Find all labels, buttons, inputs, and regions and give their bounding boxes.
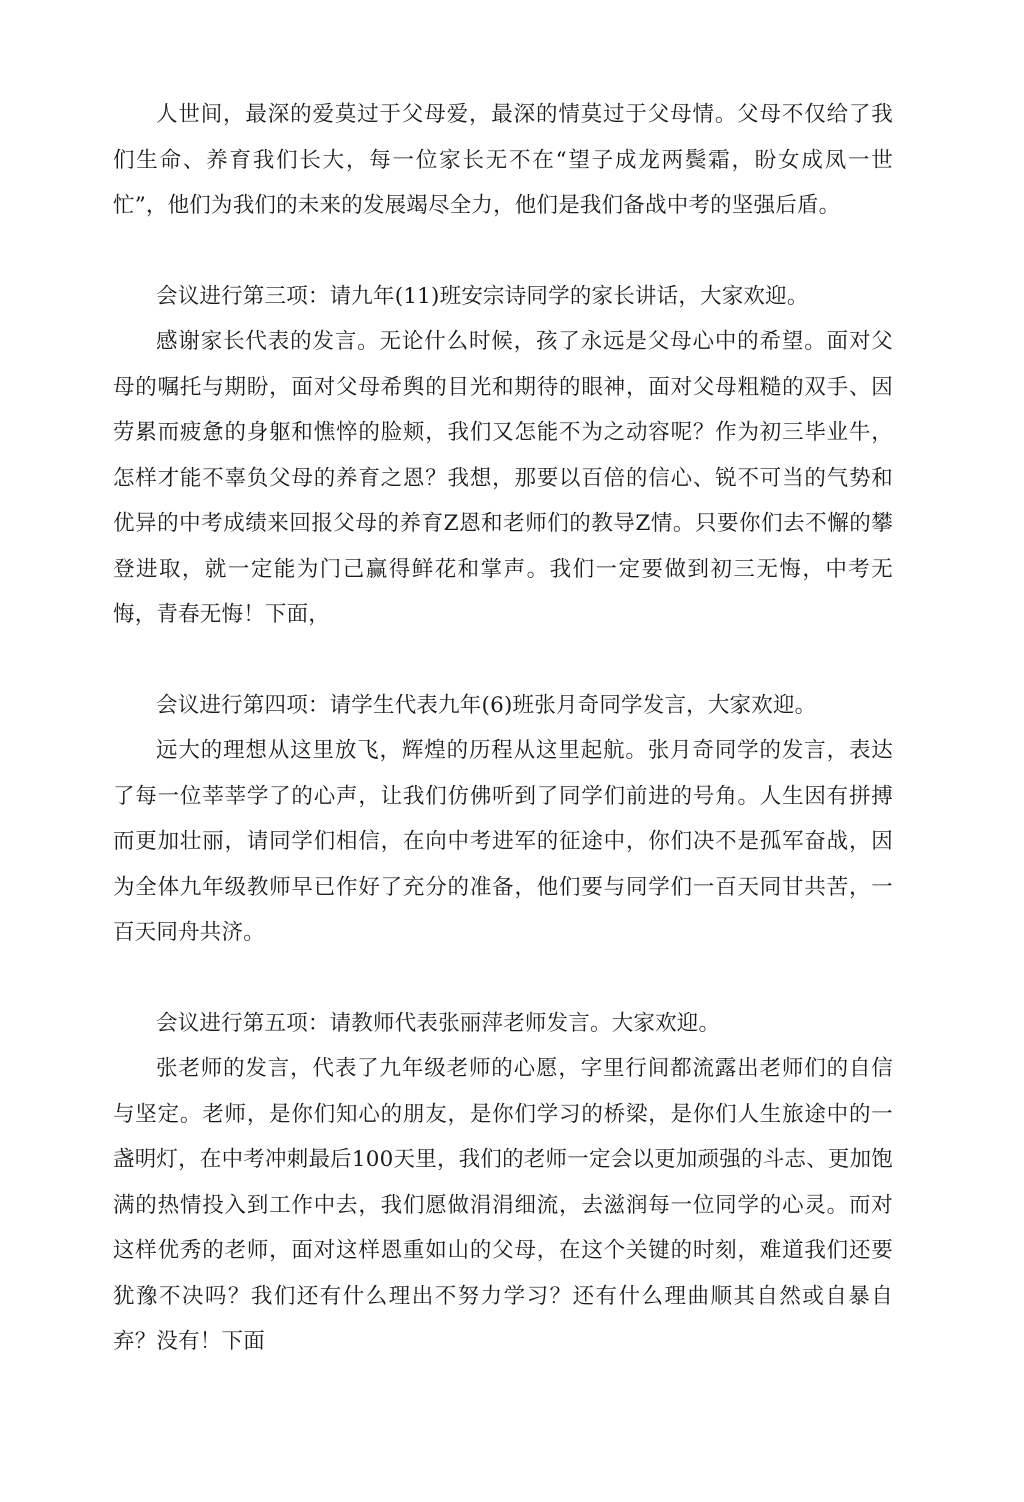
agenda-item-five: 会议进行第五项：请教师代表张丽萍老师发言。大家欢迎。 xyxy=(156,1010,721,1036)
paragraph-student-speech: 远大的理想从这里放飞，辉煌的历程从这里起航。张月奇同学的发言，表达了每一位莘莘学了的心声，让我们仿佛听到了同学们前进的号角。人生因有拼搏而更加壮丽，请同学们相信，在向中考进军的征途中，你们决不是孤军奋战，因为全体九年级教师早已作好了充分的准备，他们要与同学们一百天同甘共苦，一百天同舟共济。 xyxy=(113,738,893,945)
paragraph-parents-love: 人世间，最深的爱莫过于父母爱，最深的情莫过于父母情。父母不仅给了我们生命、养育我们长大，每一位家长无不在“望子成龙两鬓霜，盼女成凤一世忙”，他们为我们的未来的发展竭尽全力，他们是我们备战中考的坚强后盾。 xyxy=(113,102,893,218)
paragraph-gap xyxy=(113,956,893,1001)
agenda-item-three: 会议进行第三项：请九年(11)班安宗诗同学的家长讲话，大家欢迎。 xyxy=(156,283,809,309)
paragraph-thanks-parent: 感谢家长代表的发言。无论什么时候，孩了永远是父母心中的希望。面对父母的嘱托与期盼，面对父母希舆的目光和期待的眼神，面对父母粗糙的双手、因劳累而疲惫的身躯和憔悴的脸颊，我们又怎能不为之动容呢？作为初三毕业牛，怎样才能不辜负父母的养育之恩？我想，那要以百倍的信心、锐不可当的气势和优异的中考成绩来回报父母的养育Z恩和老师们的教导Z情。只要你们去不懈的攀登进取，就一定能为门己赢得鲜花和掌声。我们一定要做到初三无悔，中考无悔，青春无悔！下面， xyxy=(113,329,893,627)
agenda-item-four: 会议进行第四项：请学生代表九年(6)班张月奇同学发言，大家欢迎。 xyxy=(156,692,817,718)
paragraph-gap xyxy=(113,638,893,683)
paragraph-teacher-speech: 张老师的发言，代表了九年级老师的心愿，字里行间都流露出老师们的自信与坚定。老师，是你们知心的朋友，是你们学习的桥梁，是你们人生旅途中的一盏明灯，在中考冲刺最后100天里，我们的老师一定会以更加顽强的斗志、更加饱满的热情投入到工作中去，我们愿做涓涓细流，去滋润每一位同学的心灵。而对这样优秀的老师，面对这样恩重如山的父母，在这个关键的时刻，难道我们还要犹豫不决吗？我们还有什么理出不努力学习？还有什么理曲顺其自然或自暴自弃？没有！下面 xyxy=(113,1056,893,1354)
document-page xyxy=(113,92,893,1365)
paragraph-gap xyxy=(113,229,893,274)
